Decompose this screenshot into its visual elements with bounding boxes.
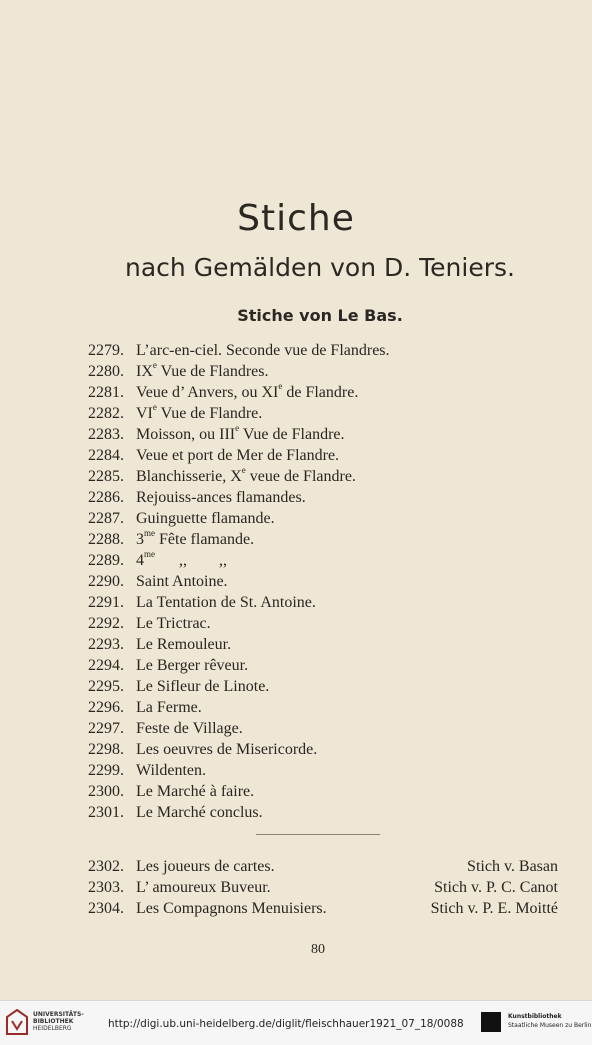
entry-number: 2298.	[88, 741, 124, 758]
entry-title: Le Trictrac.	[136, 615, 211, 632]
list-item	[88, 877, 558, 898]
entry-title: Blanchisserie, Xe veue de Flandre.	[136, 464, 356, 485]
entry-number: 2283.	[88, 426, 124, 443]
entry-number: 2294.	[88, 657, 124, 674]
entry-title: $4^{me}$ ,, ,,	[136, 548, 227, 569]
entry-number: 2296.	[88, 699, 124, 716]
entry-number: 2286.	[88, 489, 124, 506]
entry-title: Le Marché à faire.	[136, 783, 255, 800]
entry-number: 2288.	[88, 531, 124, 548]
page-number: 80	[311, 942, 325, 957]
entry-number: 2301.	[88, 804, 124, 821]
entry-number: 2281.	[88, 384, 124, 401]
entry-title: L’ amoureux Buveur.	[136, 879, 271, 896]
entry-title: Veue d’ Anvers, ou XIe de Flandre.	[136, 380, 359, 401]
entry-title: Les Compagnons Menuisiers.	[136, 900, 327, 917]
list-item	[88, 340, 558, 361]
page-title: Stiche	[237, 198, 355, 239]
entry-number: 2290.	[88, 573, 124, 590]
entry-title: La Ferme.	[136, 699, 202, 716]
entry-title: L’arc-en-ciel. Seconde vue de Flandres.	[136, 342, 390, 359]
entry-title: Veue et port de Mer de Flandre.	[136, 447, 340, 464]
list-item	[88, 634, 558, 655]
list-item	[88, 760, 558, 781]
entry-number: 2279.	[88, 342, 124, 359]
list-item	[88, 718, 558, 739]
entry-number: 2287.	[88, 510, 124, 527]
list-item	[88, 382, 558, 403]
entry-number: 2302.	[88, 858, 124, 875]
list-item	[88, 466, 558, 487]
entry-title: Le Marché conclus.	[136, 804, 263, 821]
entry-title: Feste de Village.	[136, 720, 243, 737]
entry-title: Le Remouleur.	[136, 636, 232, 653]
list-item	[88, 655, 558, 676]
list-item	[88, 781, 558, 802]
entry-number: 2291.	[88, 594, 124, 611]
entry-title: Les oeuvres de Misericorde.	[136, 741, 318, 758]
entry-number: 2295.	[88, 678, 124, 695]
entry-number: 2303.	[88, 879, 124, 896]
university-library-logo-icon	[6, 1009, 28, 1035]
list-item	[88, 802, 558, 823]
list-item	[88, 592, 558, 613]
entry-title: Le Sifleur de Linote.	[136, 678, 270, 695]
entry-title: Saint Antoine.	[136, 573, 228, 590]
list-item	[88, 361, 558, 382]
entry-title: Guinguette flamande.	[136, 510, 275, 527]
list-item	[88, 550, 558, 571]
list-item	[88, 676, 558, 697]
list-item	[88, 529, 558, 550]
list-item	[88, 487, 558, 508]
entry-title: VIe Vue de Flandre.	[136, 401, 263, 422]
list-item	[88, 424, 558, 445]
entry-number: 2284.	[88, 447, 124, 464]
list-item	[88, 697, 558, 718]
entry-number: 2280.	[88, 363, 124, 380]
entry-title: La Tentation de St. Antoine.	[136, 594, 316, 611]
entry-title: Les joueurs de cartes.	[136, 858, 275, 875]
engraver-credit: Stich v. Basan	[467, 858, 558, 875]
entry-number: 2292.	[88, 615, 124, 632]
list-item	[88, 739, 558, 760]
engraver-credit: Stich v. P. E. Moitté	[430, 900, 558, 917]
entry-number: 2297.	[88, 720, 124, 737]
entry-number: 2300.	[88, 783, 124, 800]
entry-title: Le Berger rêveur.	[136, 657, 249, 674]
entry-title: Moisson, ou IIIe Vue de Flandre.	[136, 422, 345, 443]
page-subtitle: nach Gemälden von D. Teniers.	[125, 253, 515, 282]
list-item	[88, 445, 558, 466]
catalog-list	[88, 340, 558, 823]
list-item	[88, 403, 558, 424]
entry-number: 2299.	[88, 762, 124, 779]
entry-title: Rejouiss-ances flamandes.	[136, 489, 306, 506]
list-item	[88, 508, 558, 529]
entry-number: 2285.	[88, 468, 124, 485]
list-item	[88, 613, 558, 634]
entry-number: 2282.	[88, 405, 124, 422]
entry-number: 2293.	[88, 636, 124, 653]
entry-title: IXe Vue de Flandres.	[136, 359, 269, 380]
list-item	[88, 571, 558, 592]
list-item	[88, 856, 558, 877]
kunstbibliothek-name: Kunstbibliothek Staatliche Museen zu Berlin	[508, 1013, 592, 1029]
divider	[256, 834, 380, 835]
entry-title: Wildenten.	[136, 762, 206, 779]
university-library-name: UNIVERSITÄTS- BIBLIOTHEK HEIDELBERG	[33, 1011, 84, 1032]
entry-number: 2289.	[88, 552, 124, 569]
section-heading: Stiche von Le Bas.	[237, 306, 403, 325]
entry-title: $3^{me}$ Fête flamande.	[136, 527, 255, 548]
kunstbibliothek-logo-icon	[481, 1012, 501, 1032]
list-item	[88, 898, 558, 919]
catalog-list-engravers	[88, 856, 558, 919]
permalink-url[interactable]: http://digi.ub.uni-heidelberg.de/diglit/fleischhauer1921_07_18/0088	[108, 1018, 464, 1030]
entry-number: 2304.	[88, 900, 124, 917]
engraver-credit: Stich v. P. C. Canot	[434, 879, 558, 896]
viewer-footer	[0, 1000, 592, 1045]
